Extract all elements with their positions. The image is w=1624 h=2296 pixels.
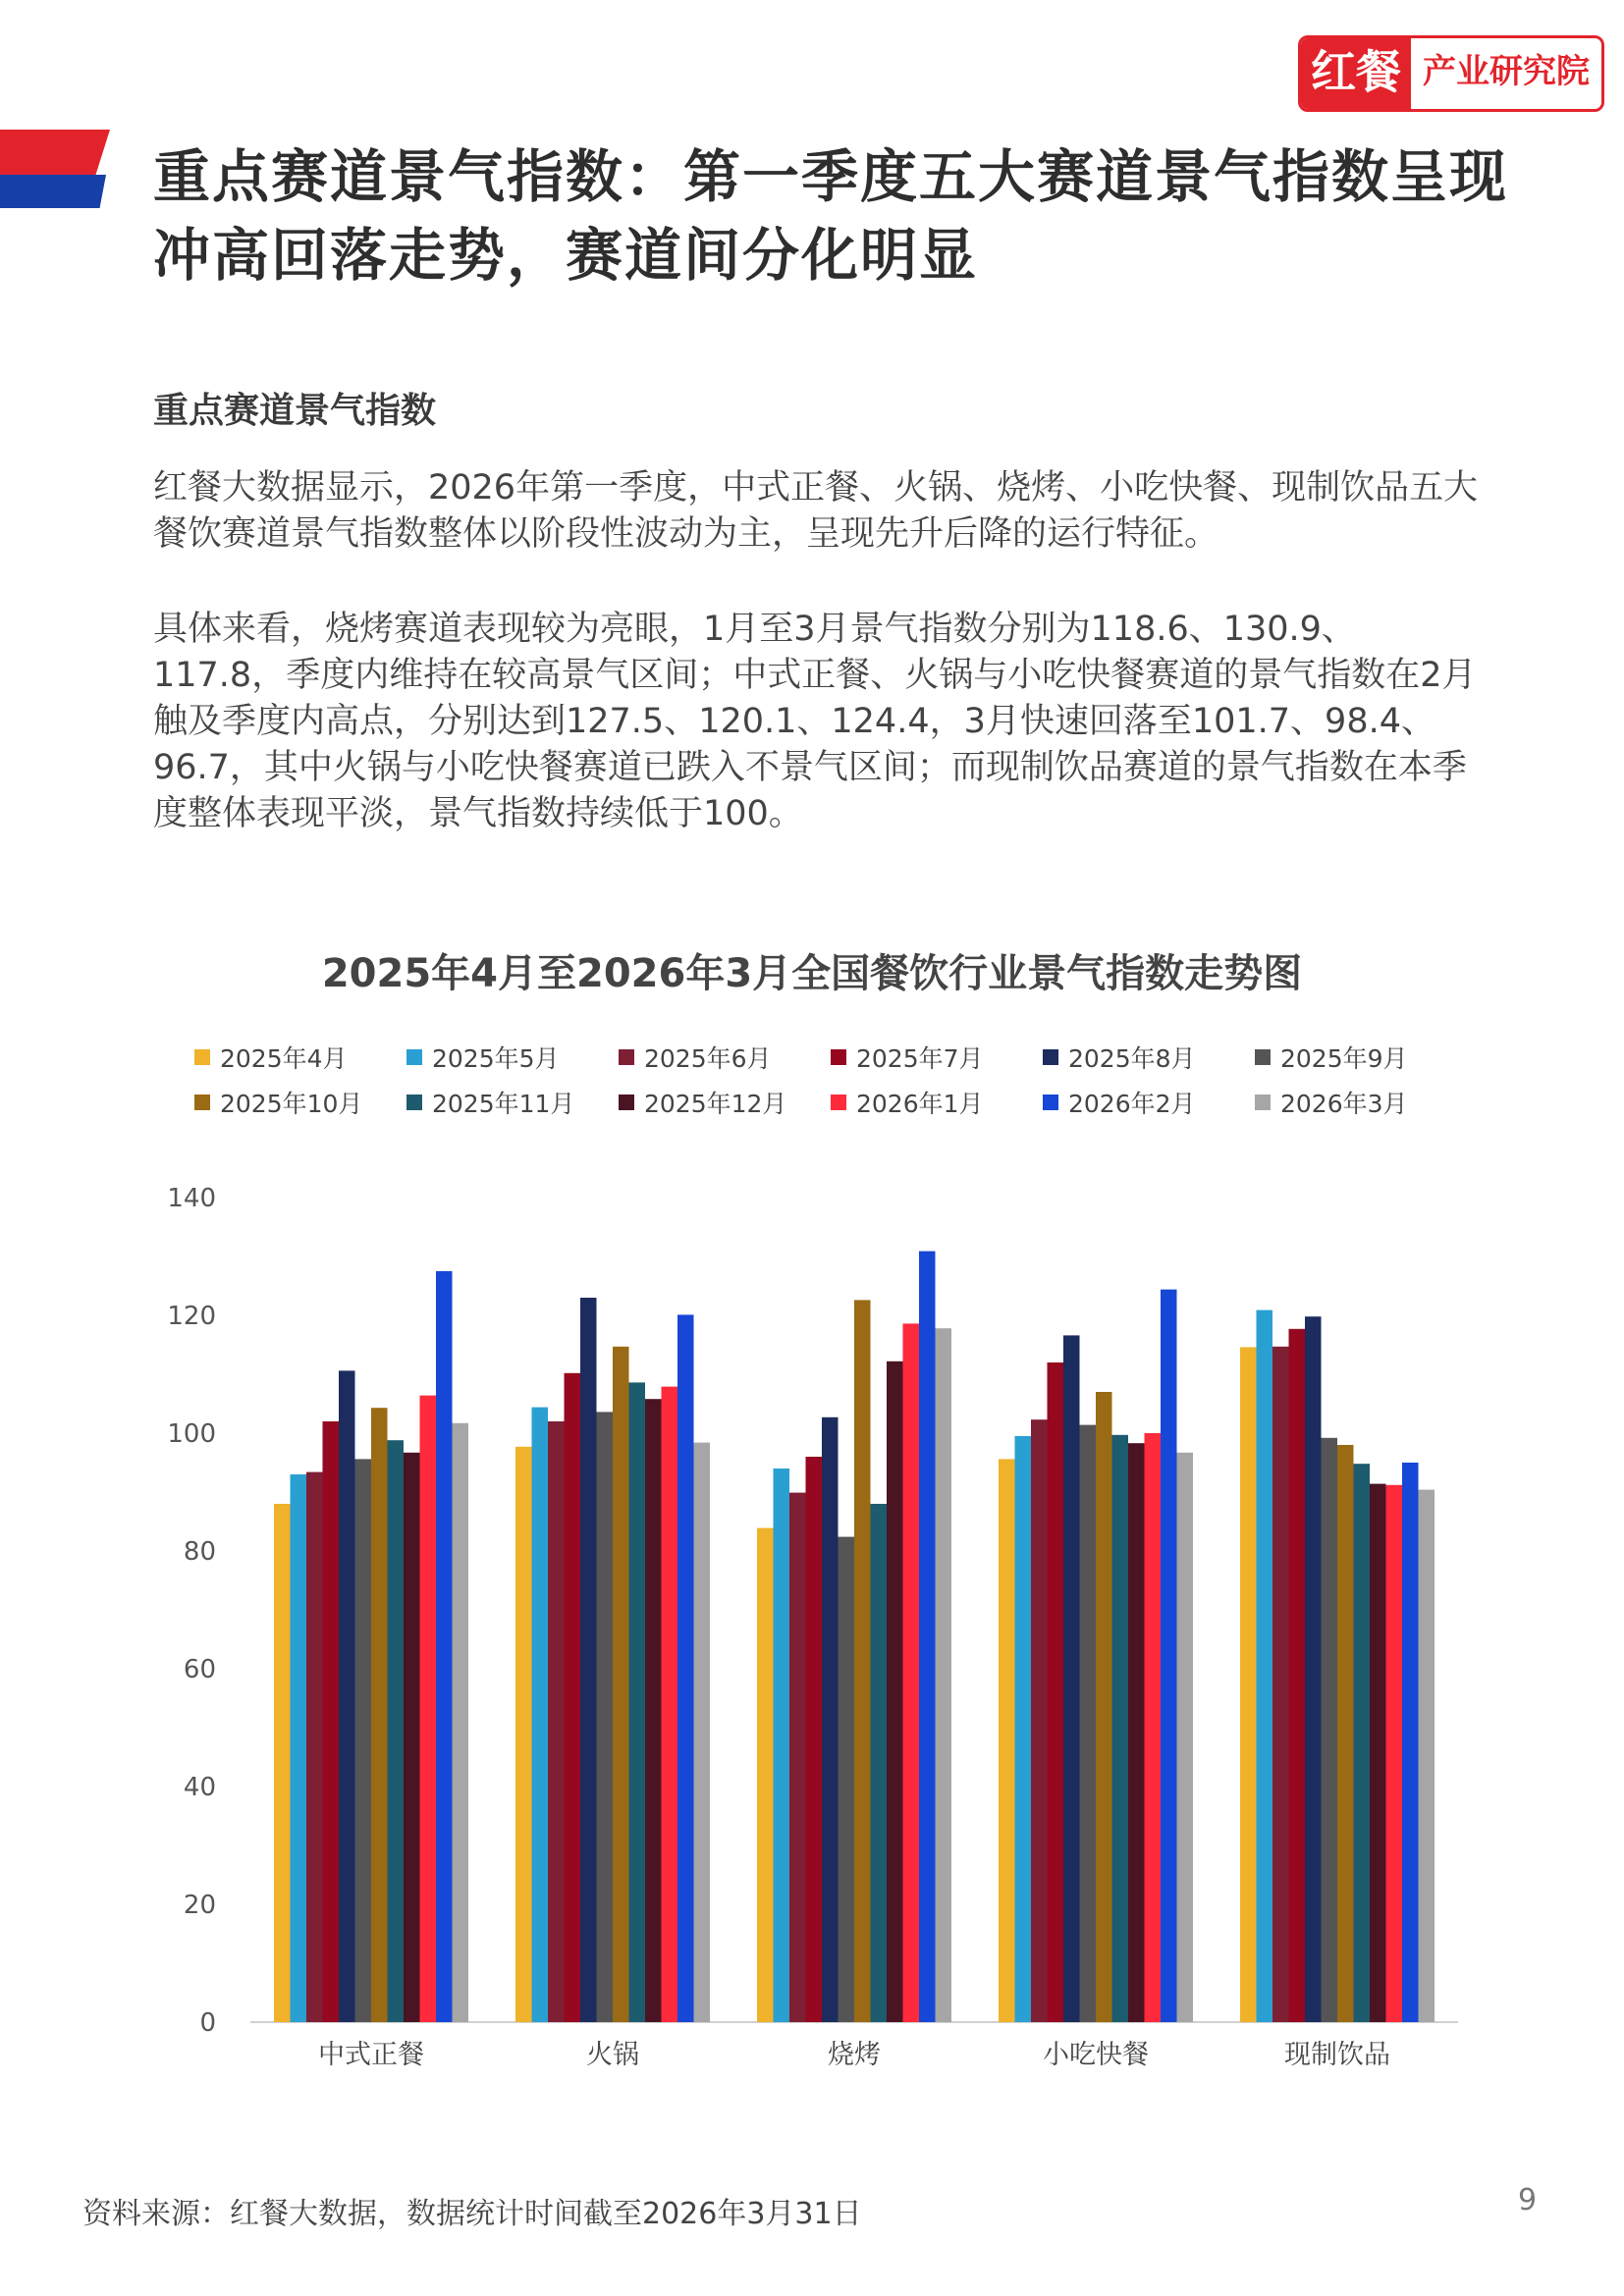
legend-item xyxy=(194,1042,406,1072)
legend-label: 2025年11月 xyxy=(432,1090,575,1118)
legend-swatch xyxy=(1255,1095,1271,1110)
bar xyxy=(677,1314,694,2022)
x-tick-label: 现制饮品 xyxy=(1284,2040,1390,2070)
bar xyxy=(1048,1362,1064,2022)
bar xyxy=(854,1300,871,2022)
y-tick-label: 100 xyxy=(167,1419,216,1449)
paragraph-detail: 具体来看，烧烤赛道表现较为亮眼，1月至3月景气指数分别为118.6、130.9、117.8，季度内维持在较高景气区间；中式正餐、火锅与小吃快餐赛道的景气指数在2月触及季度内高点，分别达到127.5、120.1、124.4，3月快速回落至101.7、98.4、96.7，其中火锅与小吃快餐赛道已跌入不景气区间；而现制饮品赛道的景气指数在本季度整体表现平淡，景气指数持续低于100。 xyxy=(153,610,1477,833)
legend-label: 2025年7月 xyxy=(856,1044,984,1073)
logo-text: 产业研究院 xyxy=(1411,38,1601,109)
legend-item xyxy=(831,1042,1043,1072)
x-tick-label: 火锅 xyxy=(586,2040,639,2070)
bar xyxy=(339,1370,355,2022)
bar xyxy=(1419,1490,1435,2022)
bar xyxy=(757,1528,774,2022)
legend-item xyxy=(406,1042,619,1072)
bar xyxy=(548,1421,565,2022)
legend-label: 2025年10月 xyxy=(220,1090,363,1118)
y-tick-label: 120 xyxy=(167,1302,216,1331)
bar xyxy=(1161,1290,1177,2022)
bar xyxy=(1080,1425,1097,2022)
bar xyxy=(1145,1433,1162,2022)
bar xyxy=(1112,1435,1129,2022)
x-tick-label: 烧烤 xyxy=(828,2040,881,2070)
bar xyxy=(436,1271,453,2022)
bar xyxy=(774,1468,790,2022)
brand-logo xyxy=(1298,35,1604,112)
bar xyxy=(806,1457,823,2022)
legend-swatch xyxy=(619,1049,634,1065)
x-tick-label: 小吃快餐 xyxy=(1043,2040,1149,2070)
bar xyxy=(694,1443,711,2022)
y-tick-label: 80 xyxy=(183,1537,216,1567)
chart-title: 2025年4月至2026年3月全国餐饮行业景气指数走势图 xyxy=(321,951,1303,996)
bar xyxy=(404,1453,420,2022)
legend-swatch xyxy=(194,1049,210,1065)
legend-swatch xyxy=(1043,1049,1058,1065)
bar xyxy=(1322,1438,1338,2022)
bar xyxy=(1063,1335,1080,2022)
bar xyxy=(789,1493,806,2022)
bar xyxy=(453,1423,469,2022)
bar xyxy=(306,1472,323,2022)
legend-label: 2025年5月 xyxy=(432,1044,560,1073)
page-title: 重点赛道景气指数：第一季度五大赛道景气指数呈现冲高回落走势，赛道间分化明显 xyxy=(153,143,1509,289)
bar xyxy=(1240,1347,1257,2022)
bar xyxy=(420,1396,437,2022)
legend-item xyxy=(406,1088,619,1117)
legend-label: 2025年8月 xyxy=(1068,1044,1196,1073)
bar xyxy=(871,1504,888,2022)
legend-label: 2026年1月 xyxy=(856,1090,984,1118)
bar xyxy=(1257,1310,1273,2022)
bar xyxy=(1096,1392,1112,2022)
bar xyxy=(1305,1316,1322,2022)
bar xyxy=(274,1504,291,2022)
y-tick-label: 140 xyxy=(167,1184,216,1213)
legend-swatch xyxy=(1255,1049,1271,1065)
bar xyxy=(613,1347,629,2022)
page-number: 9 xyxy=(1518,2183,1538,2217)
bar xyxy=(597,1412,614,2022)
bar-chart xyxy=(0,1158,1624,2091)
bar xyxy=(1031,1419,1048,2022)
legend-swatch xyxy=(1043,1095,1058,1110)
legend-item xyxy=(619,1042,831,1072)
bar xyxy=(1128,1443,1145,2022)
legend-label: 2026年3月 xyxy=(1280,1090,1408,1118)
legend-item xyxy=(194,1088,406,1117)
y-tick-label: 20 xyxy=(183,1891,216,1920)
bar xyxy=(1386,1485,1403,2022)
legend-swatch xyxy=(406,1049,422,1065)
bar xyxy=(1272,1347,1289,2022)
bar xyxy=(388,1440,405,2022)
bar xyxy=(629,1382,646,2022)
bar xyxy=(936,1328,952,2022)
y-tick-label: 0 xyxy=(199,2008,216,2038)
legend-swatch xyxy=(194,1095,210,1110)
legend-swatch xyxy=(831,1095,846,1110)
bar xyxy=(1289,1329,1306,2022)
bar xyxy=(1177,1453,1194,2022)
section-heading: 重点赛道景气指数 xyxy=(153,391,437,431)
bar xyxy=(580,1298,597,2022)
y-tick-label: 60 xyxy=(183,1655,216,1684)
bar xyxy=(532,1408,549,2022)
legend-label: 2025年12月 xyxy=(644,1090,787,1118)
bar xyxy=(291,1474,307,2022)
bar xyxy=(1337,1445,1354,2022)
bar xyxy=(1354,1464,1371,2022)
legend-item xyxy=(619,1088,831,1117)
legend-swatch xyxy=(619,1095,634,1110)
bar xyxy=(822,1417,839,2022)
legend-label: 2025年6月 xyxy=(644,1044,772,1073)
bar xyxy=(565,1373,581,2022)
chart-legend xyxy=(194,1042,1471,1117)
legend-item xyxy=(1255,1088,1467,1117)
bar xyxy=(919,1252,936,2022)
paragraph-summary: 红餐大数据显示，2026年第一季度，中式正餐、火锅、烧烤、小吃快餐、现制饮品五大餐饮赛道景气指数整体以阶段性波动为主，呈现先升后降的运行特征。 xyxy=(153,468,1479,554)
title-accent-blue xyxy=(0,175,106,208)
legend-label: 2025年4月 xyxy=(220,1044,348,1073)
source-note: 资料来源：红餐大数据，数据统计时间截至2026年3月31日 xyxy=(82,2197,862,2231)
legend-item xyxy=(1043,1042,1255,1072)
bar xyxy=(1402,1463,1419,2022)
bar xyxy=(903,1323,920,2022)
bar xyxy=(999,1459,1015,2022)
bar xyxy=(662,1387,678,2022)
bar xyxy=(645,1399,662,2022)
bar xyxy=(323,1421,340,2022)
legend-label: 2026年2月 xyxy=(1068,1090,1196,1118)
legend-swatch xyxy=(831,1049,846,1065)
bar xyxy=(355,1459,372,2022)
legend-item xyxy=(1043,1088,1255,1117)
legend-swatch xyxy=(406,1095,422,1110)
bar xyxy=(515,1447,532,2022)
bar xyxy=(887,1362,903,2022)
bar xyxy=(839,1537,855,2022)
bar xyxy=(1370,1484,1386,2022)
legend-label: 2025年9月 xyxy=(1280,1044,1408,1073)
bar xyxy=(1015,1436,1032,2022)
logo-mark: 红餐 xyxy=(1301,38,1411,109)
x-tick-label: 中式正餐 xyxy=(318,2040,424,2070)
legend-item xyxy=(831,1088,1043,1117)
bar xyxy=(371,1408,388,2022)
y-tick-label: 40 xyxy=(183,1773,216,1802)
legend-item xyxy=(1255,1042,1467,1072)
